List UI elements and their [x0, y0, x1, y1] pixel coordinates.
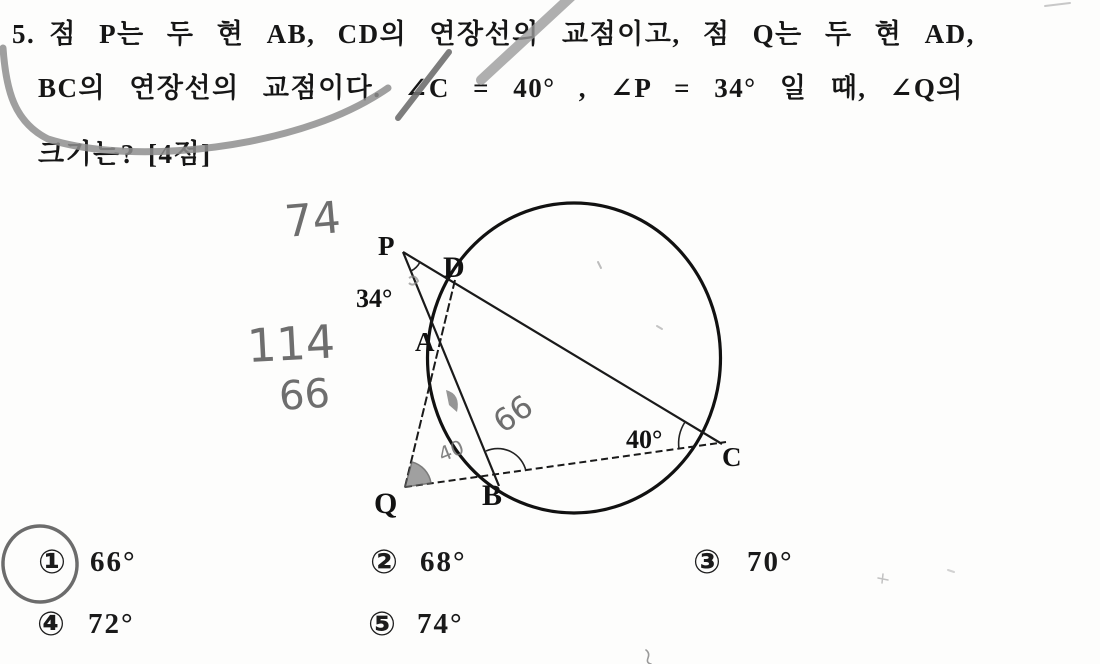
angle-label-40: 40° [626, 425, 663, 454]
noise-speck-3 [948, 570, 954, 572]
circle [428, 203, 721, 513]
point-label-C: C [722, 442, 742, 472]
question-text-2: BC의 연장선의 교점이다. ∠C = 40° , ∠P = 34° 일 때, ∠Q의 [38, 73, 964, 103]
choice-2-number: ② [370, 542, 398, 581]
pencil-slash-dark [398, 52, 449, 118]
choice-1-number: ① [38, 542, 66, 581]
point-label-P: P [378, 231, 395, 261]
problem-number: 5. [12, 19, 36, 49]
noise-speck-2 [657, 326, 662, 329]
pencil-slash-thick [481, 0, 574, 80]
scan-noise [598, 3, 1070, 664]
pencil-angle-mark-A [446, 390, 458, 412]
pencil-checkmark [3, 0, 574, 152]
noise-dash-top [1045, 3, 1070, 6]
choice-3-number: ③ [693, 542, 721, 581]
angle-arc-C [679, 422, 685, 449]
question-text-3: 크기는? [4점] [38, 139, 212, 169]
choice-4-label: 72° [88, 608, 135, 640]
noise-squiggle [646, 650, 651, 664]
question-text-1: 점 P는 두 현 AB, CD의 연장선의 교점이고, 점 Q는 두 현 AD, [49, 19, 975, 49]
handwritten-66-middle: 66 [486, 388, 540, 441]
handwritten-66-left: 66 [277, 370, 332, 420]
angle-label-34: 34° [356, 284, 393, 313]
choice-4-number: ④ [37, 604, 65, 643]
handwritten-74: 74 [282, 192, 343, 248]
handwritten-40-near-B: 40 [434, 434, 468, 467]
choice-5-number: ⑤ [368, 604, 396, 643]
choice-1-label: 66° [90, 546, 137, 578]
point-label-A: A [415, 327, 435, 357]
choice-5-label: 74° [417, 608, 464, 640]
point-label-B: B [482, 479, 503, 512]
noise-plus [878, 574, 888, 583]
choice-2-label: 68° [420, 546, 467, 578]
noise-speck-1 [598, 262, 601, 268]
handwritten-114: 114 [245, 314, 337, 373]
choice-3-label: 70° [747, 546, 794, 578]
angle-arc-P [411, 262, 420, 271]
point-label-Q: Q [374, 487, 398, 520]
point-label-D: D [443, 251, 465, 284]
pencil-angle-mark-Q [405, 462, 431, 487]
pencil-curve [3, 48, 388, 152]
